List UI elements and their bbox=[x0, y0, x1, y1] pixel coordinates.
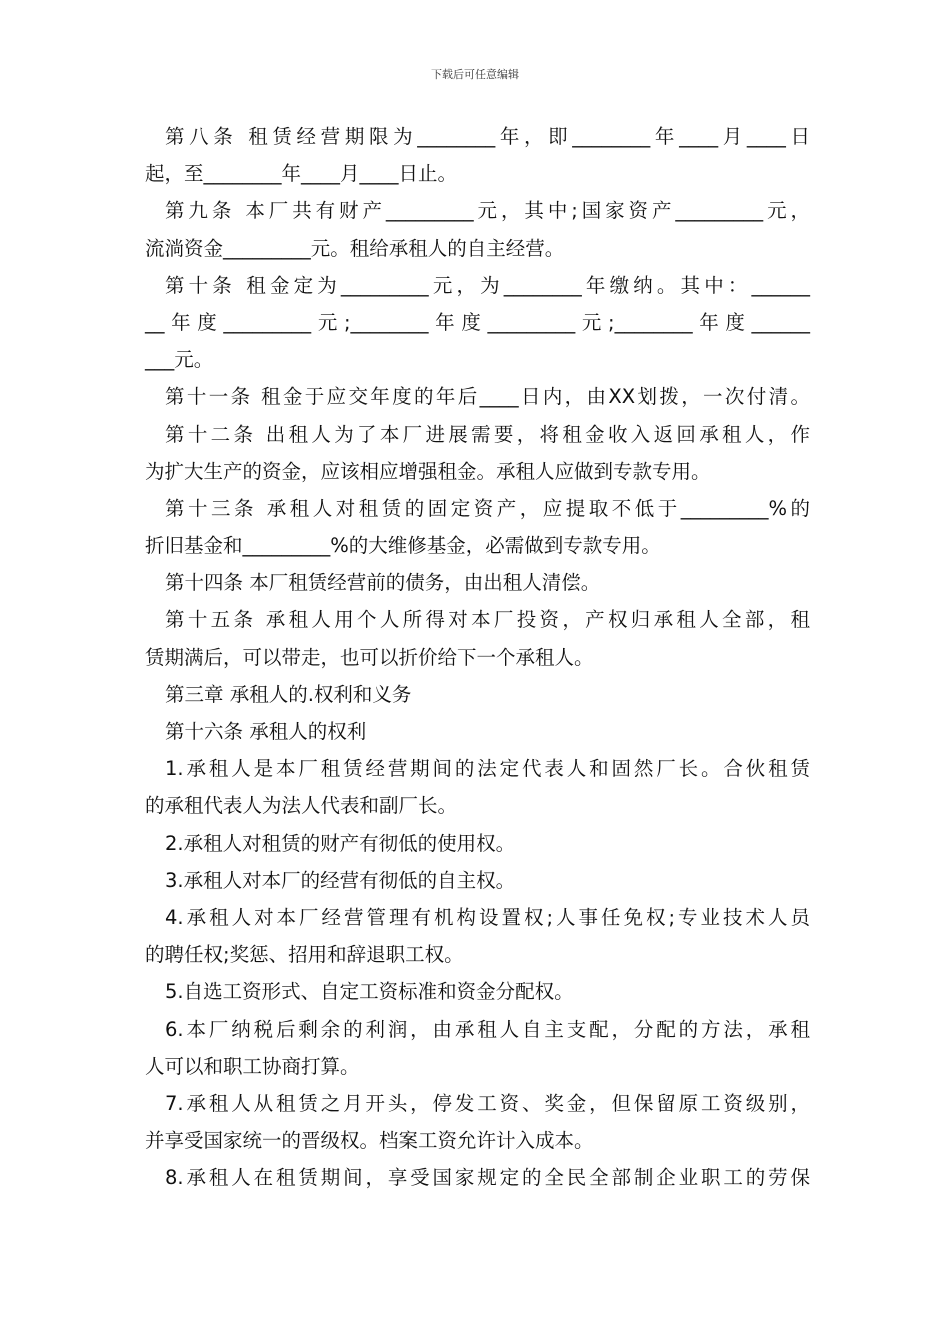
page-header: 下载后可任意编辑 bbox=[431, 68, 519, 81]
text-line: 2.承租人对租赁的财产有彻低的使用权。 bbox=[165, 831, 516, 855]
text-line: 折旧基金和_________%的大维修基金，必需做到专款专用。 bbox=[145, 534, 661, 558]
text-line: 流淌资金_________元。租给承租人的自主经营。 bbox=[145, 236, 565, 260]
text-line: 第十六条 承租人的权利 bbox=[165, 720, 367, 743]
text-line: 第九条 本厂共有财产_________元，其中;国家资产_________元， bbox=[165, 199, 810, 223]
text-line: 赁期满后，可以带走，也可以折价给下一个承租人。 bbox=[145, 645, 594, 669]
text-line: 起，至________年____月____日止。 bbox=[145, 162, 458, 186]
text-line: 3.承租人对本厂的经营有彻低的自主权。 bbox=[165, 868, 516, 892]
text-line: 6.本厂纳税后剩余的利润，由承租人自主支配，分配的方法，承租 bbox=[165, 1017, 810, 1041]
text-line: 第十五条 承租人用个人所得对本厂投资，产权归承租人全部，租 bbox=[165, 608, 810, 632]
text-line: __年度_________元;________年度_________元;________年度______ bbox=[145, 310, 810, 334]
text-line: 第十三条 承租人对租赁的固定资产，应提取不低于_________%的 bbox=[165, 496, 810, 520]
text-line: 的聘任权;奖惩、招用和辞退职工权。 bbox=[145, 943, 464, 967]
text-line: 5.自选工资形式、自定工资标准和资金分配权。 bbox=[165, 980, 574, 1004]
text-line: ___元。 bbox=[145, 348, 214, 372]
text-line: 第十四条 本厂租赁经营前的债务，由出租人清偿。 bbox=[165, 571, 601, 595]
text-line: 人可以和职工协商打算。 bbox=[145, 1054, 360, 1078]
text-line: 8.承租人在租赁期间，享受国家规定的全民全部制企业职工的劳保 bbox=[165, 1166, 810, 1190]
text-line: 并享受国家统一的晋级权。档案工资允许计入成本。 bbox=[145, 1129, 594, 1153]
document-body bbox=[145, 118, 810, 1196]
text-line: 1.承租人是本厂租赁经营期间的法定代表人和固然厂长。合伙租赁 bbox=[165, 757, 810, 781]
text-line: 7.承租人从租赁之月开头，停发工资、奖金，但保留原工资级别， bbox=[165, 1091, 810, 1115]
text-line: 第三章 承租人的.权利和义务 bbox=[165, 682, 412, 706]
text-line: 4.承租人对本厂经营管理有机构设置权;人事任免权;专业技术人员 bbox=[165, 905, 810, 929]
text-line: 的承租代表人为法人代表和副厂长。 bbox=[145, 794, 458, 818]
text-line: 第八条 租赁经营期限为________年，即________年____月____日 bbox=[165, 125, 810, 148]
text-line: 第十一条 租金于应交年度的年后____日内，由XX划拨，一次付清。 bbox=[165, 385, 810, 409]
text-line: 第十条 租金定为_________元，为________年缴纳。其中：______ bbox=[165, 273, 810, 297]
text-line: 第十二条 出租人为了本厂进展需要，将租金收入返回承租人，作 bbox=[165, 422, 810, 446]
text-line: 为扩大生产的资金，应该相应增强租金。承租人应做到专款专用。 bbox=[145, 459, 711, 483]
